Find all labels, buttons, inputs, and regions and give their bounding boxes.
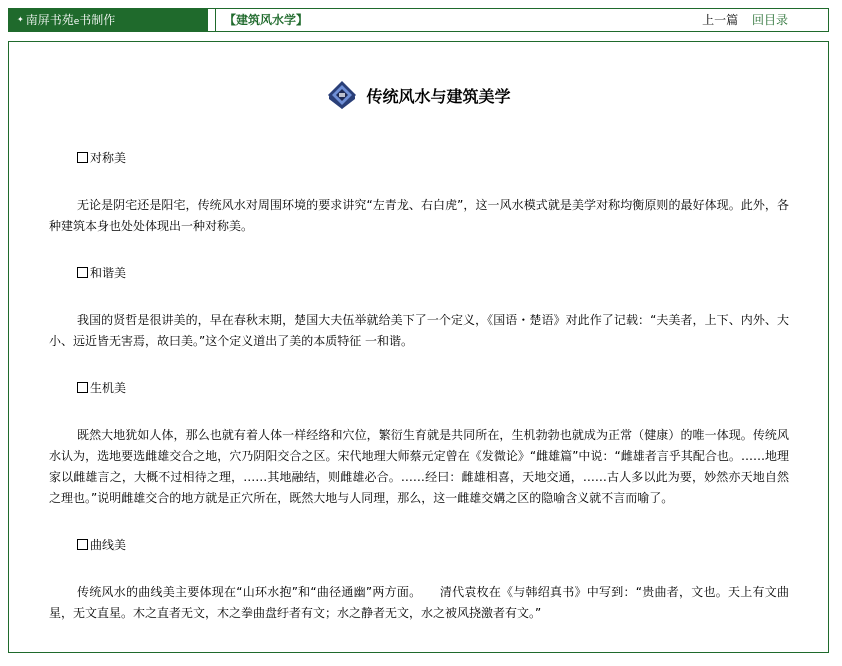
brand-name: 南屏书苑 [25,13,74,27]
diamond-emblem-icon [326,79,358,111]
article-panel [8,41,829,653]
section-heading: 曲线美 [77,535,789,556]
section-paragraph: 无论是阴宅还是阳宅，传统风水对周围环境的要求讲究“左青龙、右白虎”，这一风水模式就是美学对称均衡原则的最好体现。此外，各种建筑本身也处处体现出一种对称美。 [49,198,789,233]
square-bullet-icon [77,267,88,278]
section-heading: 对称美 [77,148,789,169]
nav-links [702,9,788,31]
square-bullet-icon [77,152,88,163]
article-title: 传统风水与建筑美学 [366,86,511,106]
brand-block [9,9,208,31]
square-bullet-icon [77,382,88,393]
toc-link[interactable]: 回目录 [751,13,788,27]
category-label: 【建筑风水学】 [215,9,308,31]
title-row [9,78,828,112]
prev-link[interactable]: 上一篇 [702,13,739,27]
article-body [49,148,789,650]
section-heading: 生机美 [77,378,789,399]
square-bullet-icon [77,539,88,550]
brand-suffix: 书制作 [79,13,116,27]
section-paragraph: 我国的贤哲是很讲美的，早在春秋末期，楚国大夫伍举就给美下了一个定义，《国语・楚语》对此作了记载：“夫美者，上下、内外、大小、远近皆无害焉，故曰美。”这个定义道出了美的本质特征 一和谐。 [49,313,789,348]
star-icon: ✦ [17,15,24,24]
section-paragraph: 既然大地犹如人体，那么也就有着人体一样经络和穴位，繁衍生育就是共同所在，生机勃勃也就成为正常（健康）的唯一体现。传统风水认为，选地要选雌雄交合之地，穴乃阴阳交合之区。宋代地理大师蔡元定曾在《发微论》“雌雄篇”中说：“雌雄者言乎其配合也。……地理家以雌雄言之，大概不过相待之理，……其地融结，则雌雄必合。……经曰：雌雄相喜，天地交通，……古人多以此为要，妙然亦天地自然之理也。”说明雌雄交合的地方就是正穴所在，既然大地与人同理，那么，这一雌雄交媾之区的隐喻含义就不言而喻了。 [49,428,789,505]
top-bar [8,8,829,32]
section-heading: 和谐美 [77,263,789,284]
brand-small: e [73,17,80,27]
section-paragraph: 传统风水的曲线美主要体现在“山环水抱”和“曲径通幽”两方面。 清代袁枚在《与韩绍真书》中写到：“贵曲者，文也。天上有文曲星，无文直星。木之直者无文，木之拳曲盘纡者有文；水之静者无文，水之被风挠激者有文。” [49,585,789,620]
